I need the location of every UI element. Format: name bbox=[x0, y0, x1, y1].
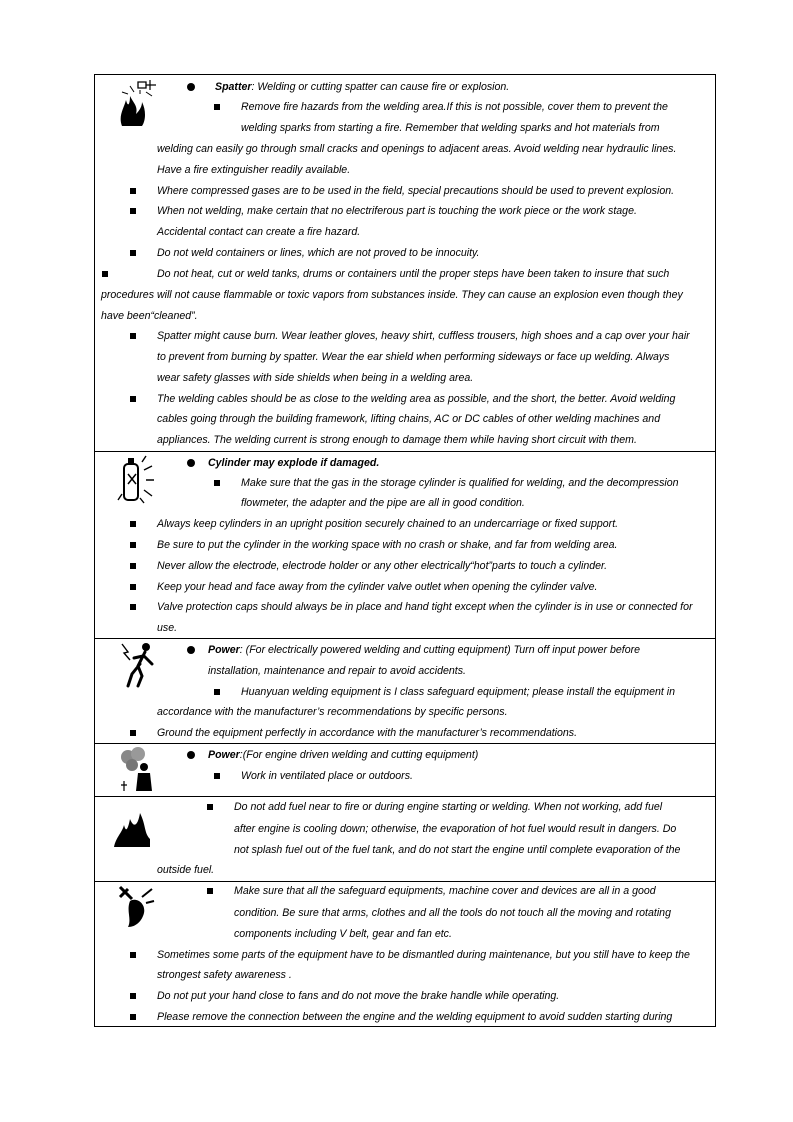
row-divider bbox=[94, 638, 716, 639]
bullet-square bbox=[130, 396, 136, 402]
bullet-square bbox=[207, 888, 213, 894]
spatter-p5-line2: procedures will not cause flammable or toxic vapors from substances inside. They can cause an explosion even though they bbox=[101, 289, 683, 301]
fuel-p1-line4: outside fuel. bbox=[157, 864, 215, 876]
electric-shock-icon bbox=[118, 640, 158, 688]
spatter-p1-line3: welding can easily go through small cracks and openings to adjacent areas. Avoid welding near hydraulic lines. bbox=[157, 143, 677, 155]
bullet-square bbox=[130, 208, 136, 214]
power-electric-p2: Ground the equipment perfectly in accordance with the manufacturer’s recommendations. bbox=[157, 727, 578, 739]
cylinder-p5: Keep your head and face away from the cylinder valve outlet when opening the cylinder valve. bbox=[157, 581, 598, 593]
power-engine-heading: Power:(For engine driven welding and cutting equipment) bbox=[208, 749, 479, 761]
bullet-square bbox=[130, 333, 136, 339]
cylinder-p2: Always keep cylinders in an upright position securely chained to an undercarriage or fixed support. bbox=[157, 518, 619, 530]
row-divider bbox=[94, 743, 716, 744]
bullet-dot bbox=[187, 646, 195, 654]
bullet-square bbox=[130, 1014, 136, 1020]
bullet-dot bbox=[187, 751, 195, 759]
row-divider bbox=[94, 881, 716, 882]
bullet-square bbox=[214, 773, 220, 779]
fuel-p1-line2: after engine is cooling down; otherwise, the evaporation of hot fuel would result in dangers. Do bbox=[234, 823, 677, 835]
bullet-square bbox=[130, 521, 136, 527]
power-electric-heading: Power: (For electrically powered welding and cutting equipment) Turn off input power before bbox=[208, 644, 641, 656]
flame-icon bbox=[112, 803, 152, 849]
spatter-p3-line2: Accidental contact can create a fire hazard. bbox=[157, 226, 361, 238]
spatter-p1-line1: Remove fire hazards from the welding area.If this is not possible, cover them to prevent the bbox=[241, 101, 668, 113]
spatter-p6-line2: to prevent from burning by spatter. Wear the ear shield when performing sideways or face up welding. Always bbox=[157, 351, 670, 363]
cylinder-p1-line1: Make sure that the gas in the storage cylinder is qualified for welding, and the decompression bbox=[241, 477, 679, 489]
cylinder-p6-line2: use. bbox=[157, 622, 178, 634]
spatter-p1-line2: welding sparks from starting a fire. Remember that welding sparks and hot materials from bbox=[241, 122, 660, 134]
cylinder-p4: Never allow the electrode, electrode holder or any other electrically“hot”parts to touch a cylinder. bbox=[157, 560, 608, 572]
spatter-p6-line1: Spatter might cause burn. Wear leather gloves, heavy shirt, cuffless trousers, high shoes and a cap over your hair bbox=[157, 330, 690, 342]
spatter-p1-line4: Have a fire extinguisher readily available. bbox=[157, 164, 351, 176]
spatter-p7-line1: The welding cables should be as close to the welding area as possible, and the short, the better. Avoid welding bbox=[157, 393, 676, 405]
cylinder-heading: Cylinder may explode if damaged. bbox=[208, 457, 380, 469]
spatter-p3-line1: When not welding, make certain that no electriferous part is touching the work piece or the work stage. bbox=[157, 205, 637, 217]
spatter-p4: Do not weld containers or lines, which are not proved to be innocuity. bbox=[157, 247, 480, 259]
moving-p4: Please remove the connection between the engine and the welding equipment to avoid sudden starting during bbox=[157, 1011, 673, 1023]
row-divider bbox=[94, 796, 716, 797]
bullet-square bbox=[102, 271, 108, 277]
spatter-p5-line1: Do not heat, cut or weld tanks, drums or containers until the proper steps have been taken to insure that such bbox=[157, 268, 670, 280]
moving-p1-line1: Make sure that all the safeguard equipments, machine cover and devices are all in a good bbox=[234, 885, 656, 897]
bullet-square bbox=[207, 804, 213, 810]
power-electric-p1-line2: accordance with the manufacturer’s recommendations by specific persons. bbox=[157, 706, 508, 718]
power-electric-heading-line2: installation, maintenance and repair to avoid accidents. bbox=[208, 665, 466, 677]
toxic-fumes-icon bbox=[116, 745, 156, 793]
spatter-heading: Spatter: Welding or cutting spatter can cause fire or explosion. bbox=[215, 81, 510, 93]
moving-p2-line1: Sometimes some parts of the equipment have to be dismantled during maintenance, but you still have to keep the bbox=[157, 949, 690, 961]
bullet-square bbox=[130, 542, 136, 548]
bullet-square bbox=[214, 480, 220, 486]
spatter-p5-line3: have been“cleaned”. bbox=[101, 310, 198, 322]
moving-p3: Do not put your hand close to fans and do not move the brake handle while operating. bbox=[157, 990, 560, 1002]
moving-parts-hazard-icon bbox=[116, 883, 156, 931]
bullet-square bbox=[130, 952, 136, 958]
moving-p2-line2: strongest safety awareness . bbox=[157, 969, 292, 981]
cylinder-p6-line1: Valve protection caps should always be in place and hand tight except when the cylinder is in use or connected for bbox=[157, 601, 693, 613]
fuel-p1-line1: Do not add fuel near to fire or during engine starting or welding. When not working, add fuel bbox=[234, 801, 663, 813]
bullet-square bbox=[130, 563, 136, 569]
power-engine-p1: Work in ventilated place or outdoors. bbox=[241, 770, 413, 782]
moving-p1-line2: condition. Be sure that arms, clothes and all the tools do not touch all the moving and rotating bbox=[234, 907, 671, 919]
spatter-p6-line3: wear safety glasses with side shields when being in a welding area. bbox=[157, 372, 474, 384]
fuel-p1-line3: not splash fuel out of the fuel tank, and do not start the engine until complete evaporation of the bbox=[234, 844, 681, 856]
row-divider bbox=[94, 451, 716, 452]
bullet-square bbox=[130, 188, 136, 194]
bullet-dot bbox=[187, 83, 195, 91]
spatter-p7-line2: cables going through the building framework, lifting chains, AC or DC cables of other welding machines and bbox=[157, 413, 661, 425]
bullet-square bbox=[130, 730, 136, 736]
bullet-square bbox=[130, 250, 136, 256]
power-electric-p1-line1: Huanyuan welding equipment is I class safeguard equipment; please install the equipment in bbox=[241, 686, 676, 698]
bullet-square bbox=[214, 104, 220, 110]
cylinder-explosion-icon bbox=[116, 454, 156, 504]
bullet-square bbox=[130, 993, 136, 999]
spatter-p2: Where compressed gases are to be used in the field, special precautions should be used to prevent explosion. bbox=[157, 185, 675, 197]
bullet-square bbox=[214, 689, 220, 695]
cylinder-p3: Be sure to put the cylinder in the working space with no crash or shake, and far from welding area. bbox=[157, 539, 618, 551]
bullet-square bbox=[130, 604, 136, 610]
bullet-square bbox=[130, 584, 136, 590]
cylinder-p1-line2: flowmeter, the adapter and the pipe are all in good condition. bbox=[241, 497, 525, 509]
spatter-p7-line3: appliances. The welding current is strong enough to damage them while having short circuit with them. bbox=[157, 434, 637, 446]
moving-p1-line3: components including V belt, gear and fan etc. bbox=[234, 928, 452, 940]
bullet-dot bbox=[187, 459, 195, 467]
fire-spatter-icon bbox=[116, 78, 160, 128]
